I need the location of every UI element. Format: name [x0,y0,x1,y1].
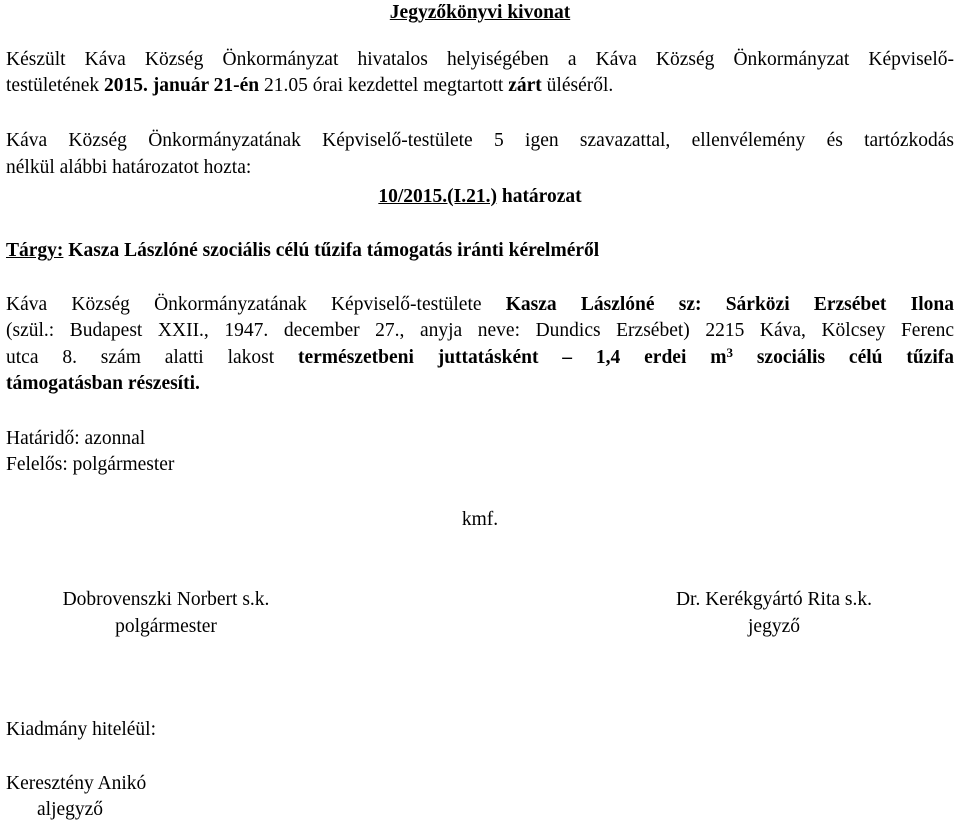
subject-label: Tárgy: [6,240,64,261]
cubic-superscript: 3 [726,345,733,360]
vote-line-1 [6,128,954,154]
certifier-title: aljegyző [37,799,104,820]
resolution-word: határozat [496,186,582,207]
session-type: zárt [508,75,542,96]
intro-text-e: üléséről. [541,75,614,96]
benefit-description [298,347,954,368]
kmf-line: kmf. [461,509,499,530]
benefit-text: természetbeni juttatásként – 1,4 erdei m [298,347,727,368]
body-line-2-text: (szül.: Budapest XXII., 1947. december 27., anyja neve: Dundics Erzsébet) 2215 Káva, Kölcsey Ferenc [6,320,954,341]
certifier-name: Keresztény Anikó [6,773,147,794]
body-line-3-a: utca 8. szám alatti lakost [6,347,298,368]
intro-text-a: testületének [6,75,105,96]
intro-text-c: 21.05 órai kezdettel megtartott [259,75,509,96]
body-line-2 [6,318,954,344]
vote-line-1-text: Káva Község Önkormányzatának Képviselő-testülete 5 igen szavazattal, ellenvélemény és tartózkodás [6,130,954,151]
body-line-4: támogatásban részesíti. [6,373,200,394]
deadline-line: Határidő: azonnal [6,428,146,449]
certification-label: Kiadmány hiteléül: [6,719,157,740]
right-signatory-name: Dr. Kerékgyártó Rita s.k. [675,589,873,610]
benefit-text-end: szociális célú tűzifa [732,347,954,368]
subject-text: Kasza Lászlóné szociális célú tűzifa támogatás iránti kérelméről [63,240,600,261]
body-line-1 [6,292,954,318]
intro-line-1 [6,47,954,73]
intro-line-1-text: Készült Káva Község Önkormányzat hivatalos helyiségében a Káva Község Önkormányzat Képviselő- [6,49,954,70]
left-signatory-name: Dobrovenszki Norbert s.k. [62,589,270,610]
intro-line-2 [6,73,613,99]
document-title: Jegyzőkönyvi kivonat [389,2,571,23]
beneficiary-name: Kasza Lászlóné sz: Sárközi Erzsébet Ilona [505,294,954,315]
resolution-heading [0,184,960,210]
right-signatory-title: jegyző [748,616,800,637]
body-line-3 [6,345,954,371]
responsible-line: Felelős: polgármester [6,454,175,475]
resolution-number: 10/2015.(I.21.) [378,186,497,207]
left-signatory-title: polgármester [115,616,217,637]
vote-line-2: nélkül alábbi határozatot hozta: [6,157,252,178]
session-date: 2015. január 21-én [104,75,260,96]
body-line-1-a: Káva Község Önkormányzatának Képviselő-testülete [6,294,506,315]
subject-line [6,238,599,264]
